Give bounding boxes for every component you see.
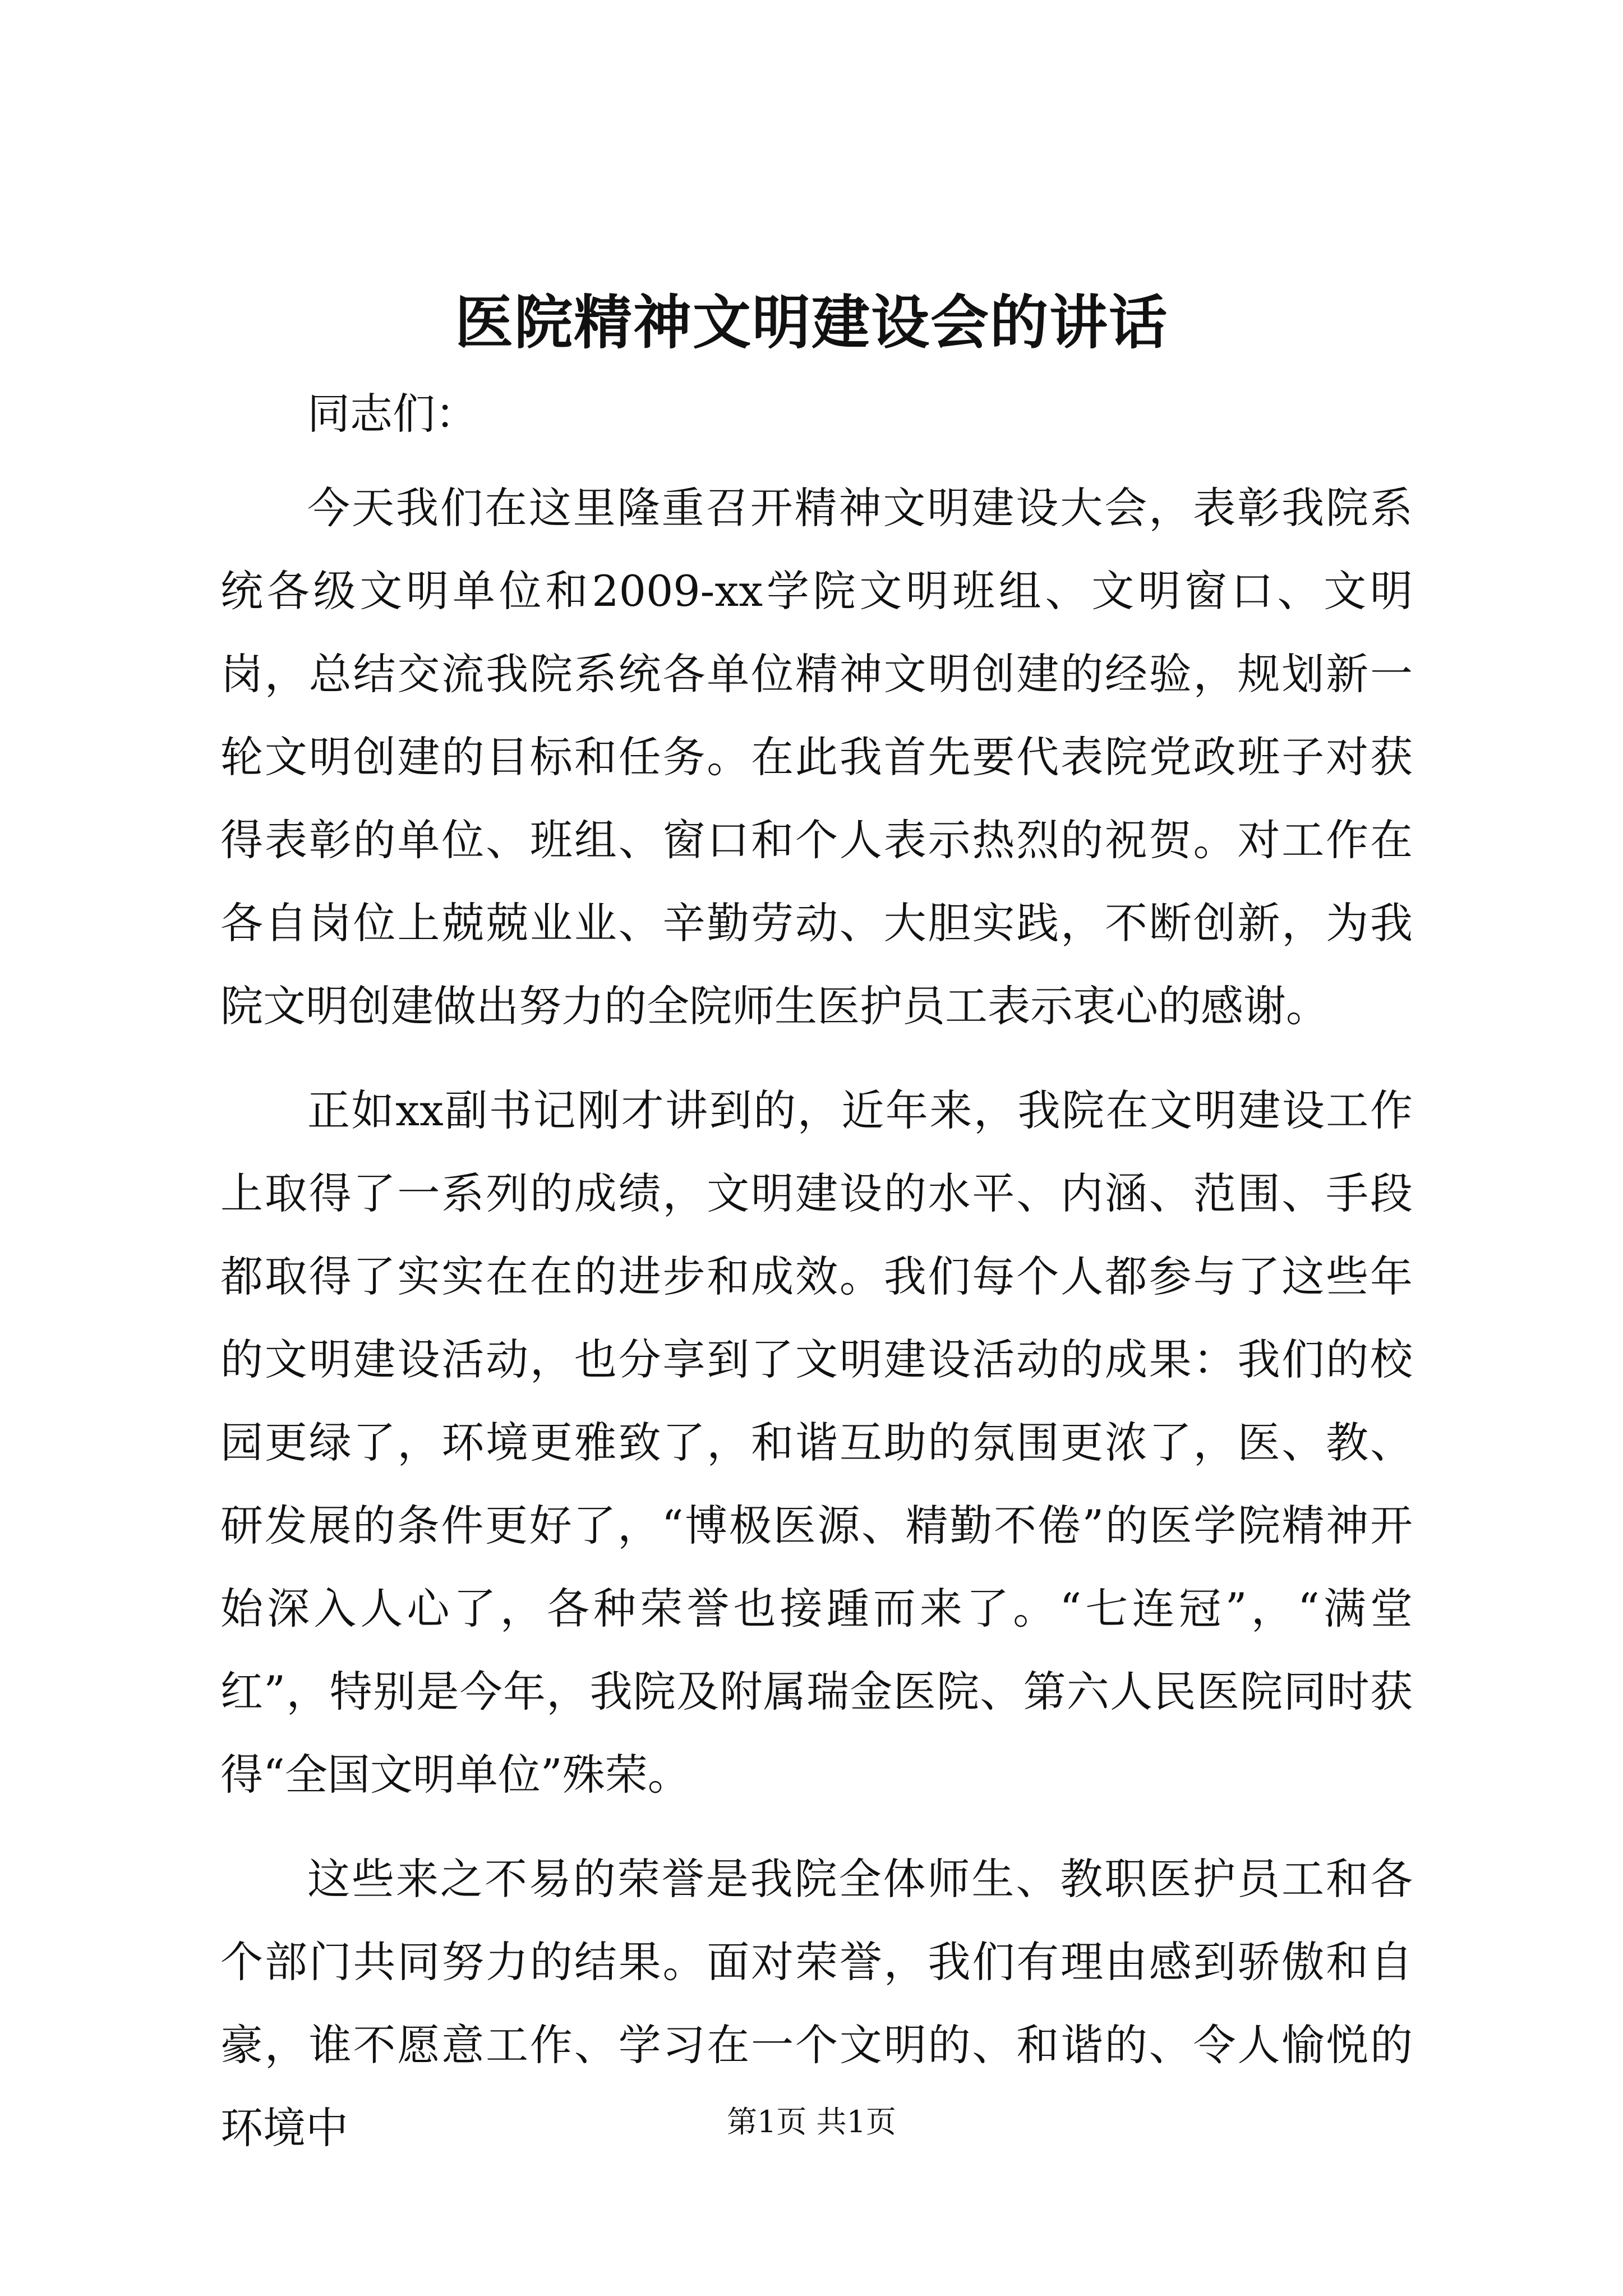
salutation: 同志们： — [307, 389, 478, 439]
document-body — [220, 467, 1413, 2191]
document-title: 医院精神文明建设会的讲话 — [454, 288, 1168, 357]
page-number: 第1页 共1页 — [727, 2104, 896, 2139]
paragraph-2: 正如xx副书记刚才讲到的，近年来，我院在文明建设工作上取得了一系列的成绩，文明建设的水平、内涵、范围、手段都取得了实实在在的进步和成效。我们每个人都参与了这些年的文明建设活动，也分享到了文明建设活动的成果：我们的校园更绿了，环境更雅致了，和谐互助的氛围更浓了，医、教、研发展的条件更好了，“博极医源、精勤不倦”的医学院精神开始深入人心了，各种荣誉也接踵而来了。“七连冠”，“满堂红”，特别是今年，我院及附属瑞金医院、第六人民医院同时获得“全国文明单位”殊荣。 — [220, 1085, 1413, 1800]
paragraph-3: 这些来之不易的荣誉是我院全体师生、教职医护员工和各个部门共同努力的结果。面对荣誉，我们有理由感到骄傲和自豪，谁不愿意工作、学习在一个文明的、和谐的、令人愉悦的环境中 — [220, 1854, 1413, 2153]
page-footer — [0, 2102, 1623, 2142]
paragraph-1: 今天我们在这里隆重召开精神文明建设大会，表彰我院系统各级文明单位和2009-xx学院文明班组、文明窗口、文明岗，总结交流我院系统各单位精神文明创建的经验，规划新一轮文明创建的目标和任务。在此我首先要代表院党政班子对获得表彰的单位、班组、窗口和个人表示热烈的祝贺。对工作在各自岗位上兢兢业业、辛勤劳动、大胆实践，不断创新，为我院文明创建做出努力的全院师生医护员工表示衷心的感谢。 — [220, 483, 1413, 1031]
